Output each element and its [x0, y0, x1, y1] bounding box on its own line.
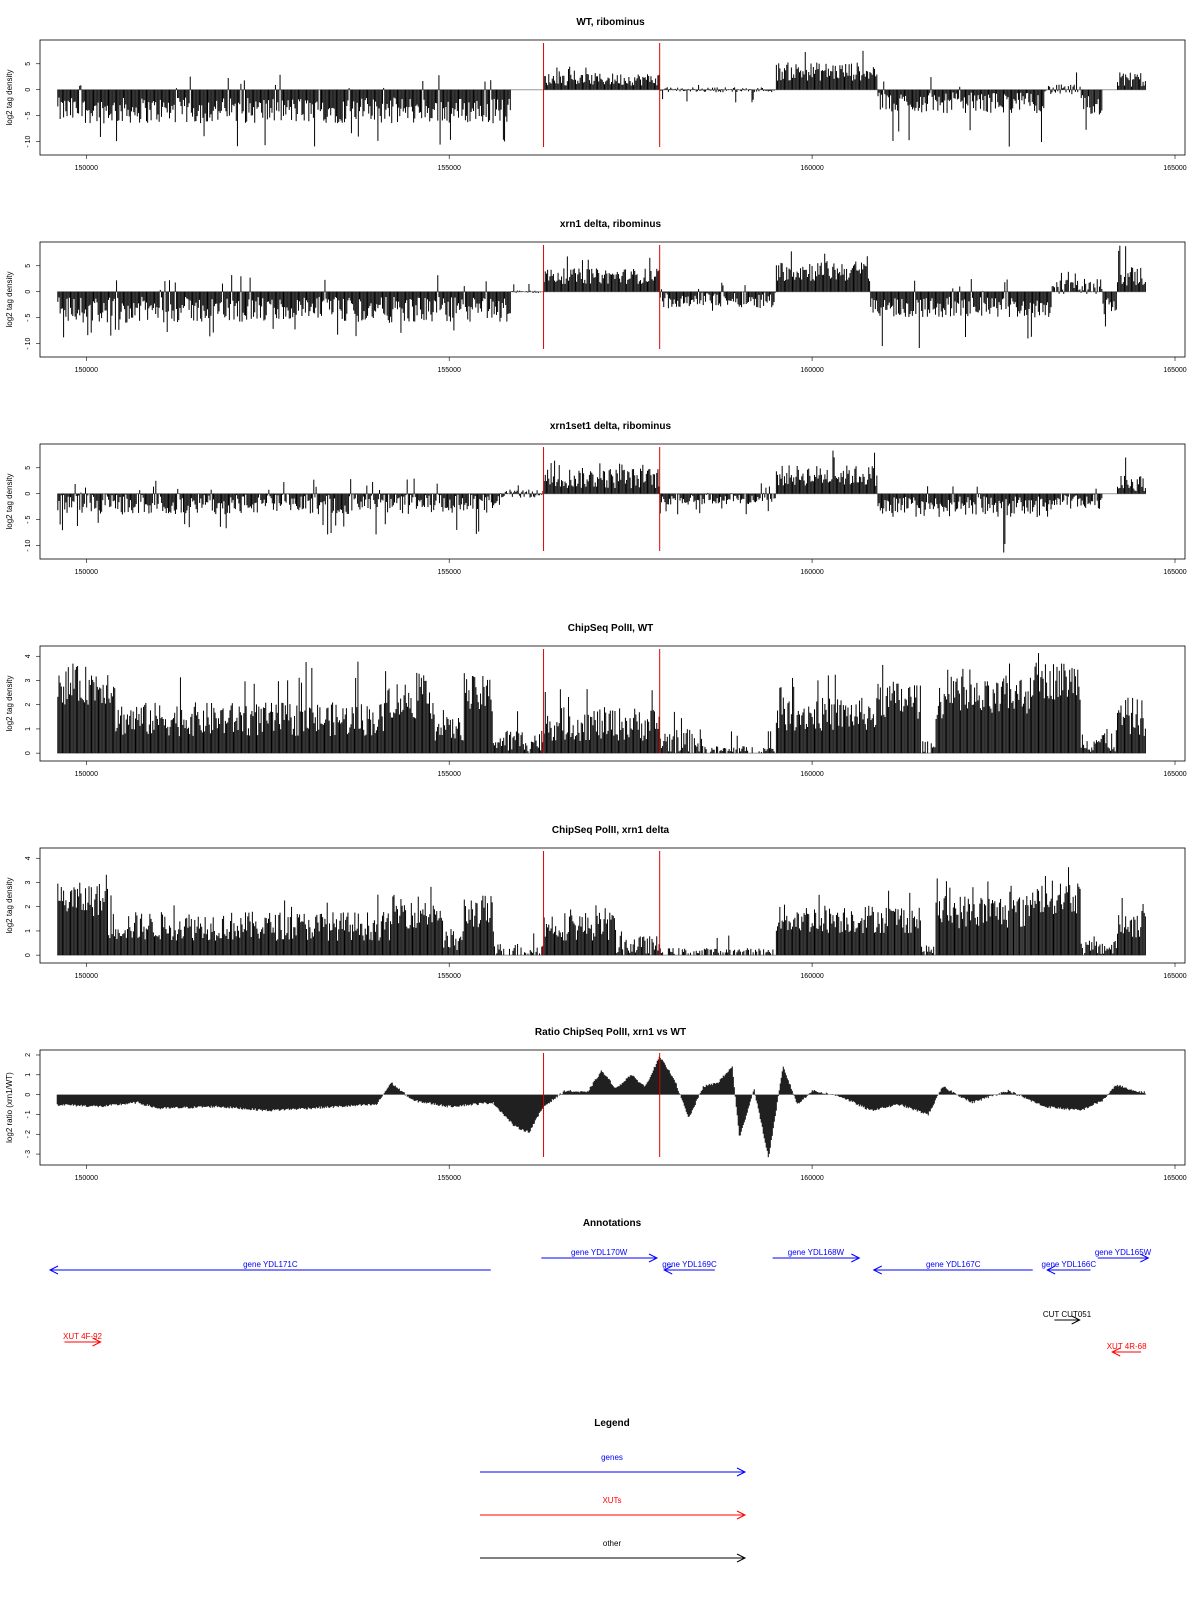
y-axis-label: log2 tag density — [5, 271, 14, 327]
x-tick-label: 160000 — [800, 973, 823, 980]
x-tick-label: 155000 — [438, 367, 461, 374]
y-tick-label: 5 — [25, 466, 32, 470]
panel-title: xrn1 delta, ribominus — [560, 219, 662, 230]
panel-title: WT, ribominus — [576, 17, 645, 28]
y-tick-label: 0 — [25, 492, 32, 496]
x-tick-label: 155000 — [438, 973, 461, 980]
x-tick-label: 150000 — [75, 973, 98, 980]
y-tick-label: - 5 — [25, 111, 32, 119]
x-tick-label: 150000 — [75, 165, 98, 172]
panel-4 — [5, 623, 1187, 778]
data-marks — [57, 867, 1146, 955]
y-tick-label: 2 — [25, 1053, 32, 1057]
y-tick-label: 0 — [25, 1093, 32, 1097]
y-tick-label: - 5 — [25, 515, 32, 523]
y-tick-label: 3 — [25, 678, 32, 682]
data-marks — [57, 451, 1146, 553]
y-tick-label: - 10 — [25, 337, 32, 349]
x-tick-label: 155000 — [438, 1175, 461, 1182]
panel-title: ChipSeq PolII, xrn1 delta — [552, 825, 670, 836]
y-tick-label: 1 — [25, 1073, 32, 1077]
panel-title: Ratio ChipSeq PolII, xrn1 vs WT — [535, 1027, 686, 1038]
x-tick-label: 165000 — [1163, 165, 1186, 172]
y-tick-label: 2 — [25, 905, 32, 909]
y-tick-label: 1 — [25, 929, 32, 933]
x-tick-label: 160000 — [800, 165, 823, 172]
y-tick-label: 3 — [25, 880, 32, 884]
x-tick-label: 160000 — [800, 1175, 823, 1182]
plot-frame — [40, 444, 1185, 559]
y-tick-label: - 10 — [25, 539, 32, 551]
y-tick-label: 5 — [25, 264, 32, 268]
x-tick-label: 160000 — [800, 771, 823, 778]
y-tick-label: - 2 — [25, 1130, 32, 1138]
panel-6 — [5, 1027, 1187, 1182]
y-tick-label: 0 — [25, 751, 32, 755]
panel-1 — [5, 17, 1187, 172]
data-marks — [57, 1057, 1145, 1157]
y-tick-label: 2 — [25, 703, 32, 707]
x-tick-label: 150000 — [75, 771, 98, 778]
panel-3 — [5, 421, 1187, 576]
panel-2 — [5, 219, 1187, 374]
y-tick-label: 4 — [25, 856, 32, 860]
y-axis-label: log2 tag density — [5, 675, 14, 731]
x-tick-label: 155000 — [438, 569, 461, 576]
x-tick-label: 150000 — [75, 367, 98, 374]
y-axis-label: log2 ratio (xrn1/WT) — [5, 1072, 14, 1143]
plot-frame — [40, 1050, 1185, 1165]
x-tick-label: 150000 — [75, 569, 98, 576]
y-tick-label: 4 — [25, 654, 32, 658]
x-tick-label: 165000 — [1163, 367, 1186, 374]
y-tick-label: 1 — [25, 727, 32, 731]
y-tick-label: - 3 — [25, 1150, 32, 1158]
y-tick-label: 0 — [25, 88, 32, 92]
x-tick-label: 160000 — [800, 367, 823, 374]
data-marks — [57, 51, 1146, 147]
y-tick-label: - 10 — [25, 135, 32, 147]
panel-5 — [5, 825, 1187, 980]
y-axis-label: log2 tag density — [5, 69, 14, 125]
y-tick-label: - 1 — [25, 1110, 32, 1118]
x-tick-label: 165000 — [1163, 1175, 1186, 1182]
x-tick-label: 150000 — [75, 1175, 98, 1182]
data-marks — [57, 653, 1146, 753]
x-tick-label: 155000 — [438, 165, 461, 172]
panel-title: ChipSeq PolII, WT — [568, 623, 654, 634]
data-marks — [57, 246, 1146, 348]
x-tick-label: 165000 — [1163, 973, 1186, 980]
x-tick-label: 160000 — [800, 569, 823, 576]
y-tick-label: - 5 — [25, 313, 32, 321]
y-tick-label: 0 — [25, 953, 32, 957]
y-axis-label: log2 tag density — [5, 473, 14, 529]
panel-title: xrn1set1 delta, ribominus — [550, 421, 672, 432]
y-tick-label: 5 — [25, 62, 32, 66]
x-tick-label: 165000 — [1163, 771, 1186, 778]
x-tick-label: 165000 — [1163, 569, 1186, 576]
y-axis-label: log2 tag density — [5, 877, 14, 933]
x-tick-label: 155000 — [438, 771, 461, 778]
y-tick-label: 0 — [25, 290, 32, 294]
